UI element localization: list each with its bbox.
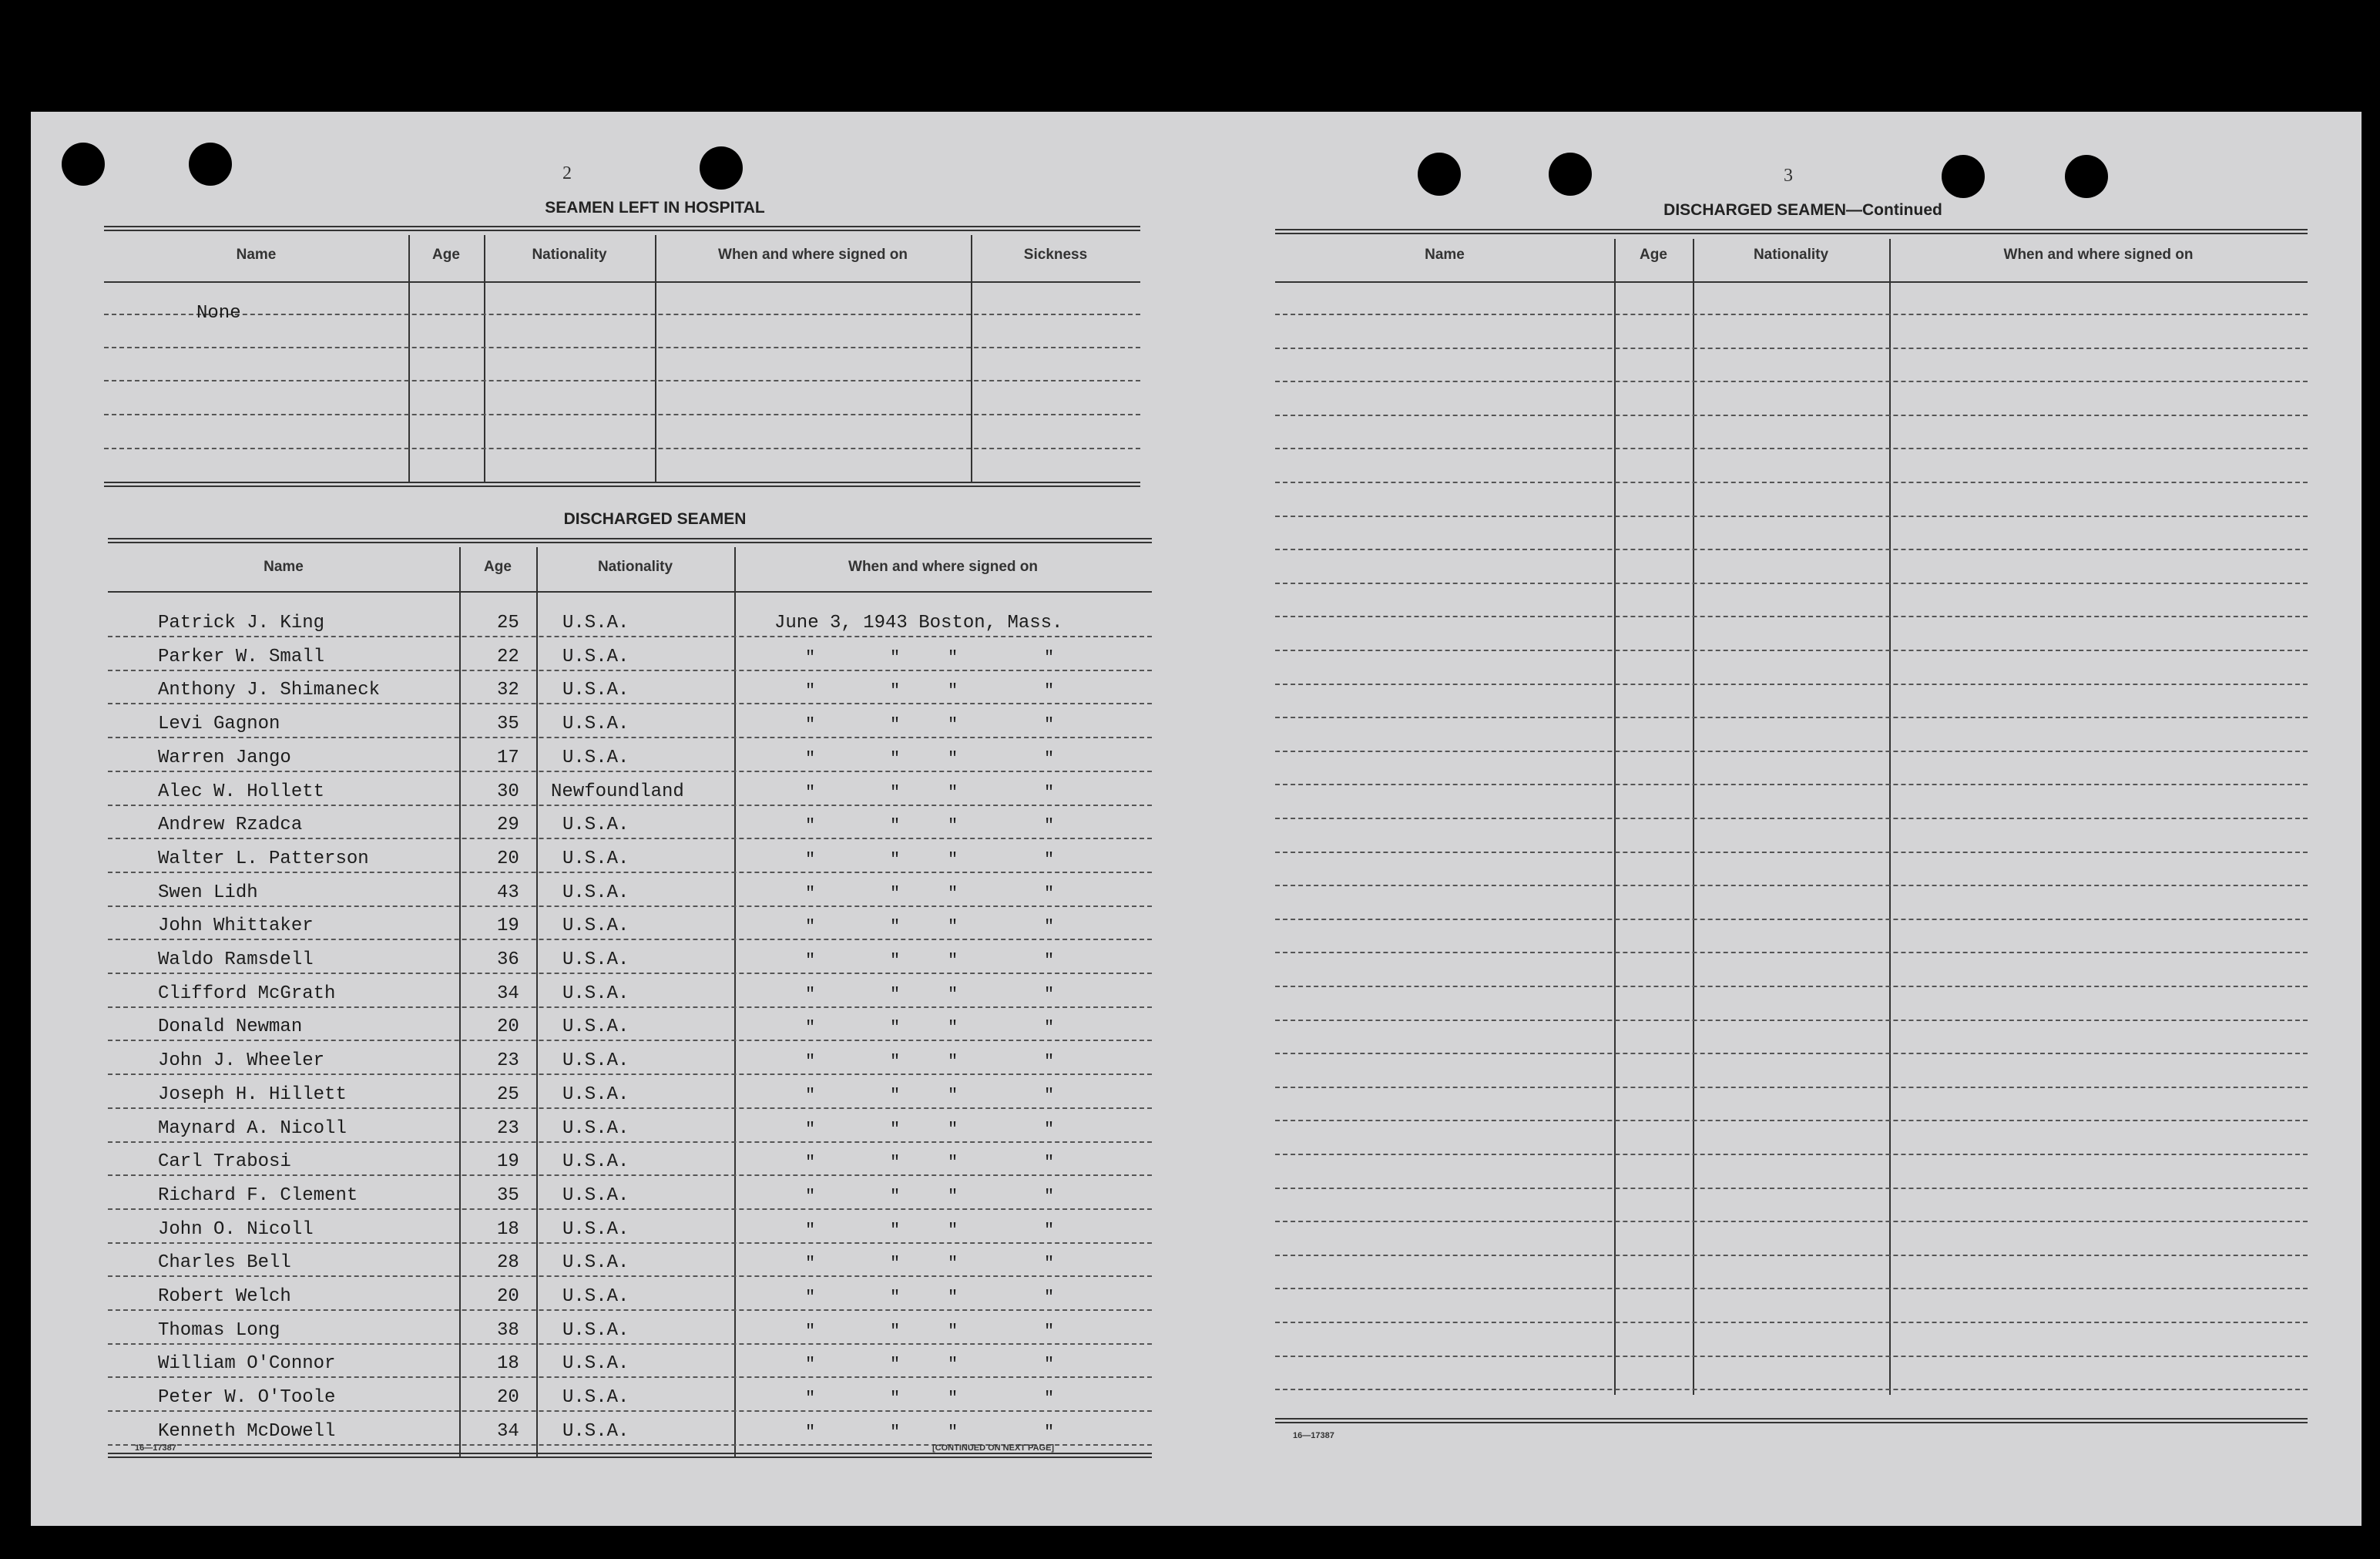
right-row-line — [1275, 1020, 2308, 1021]
ditto-mark: " — [1044, 1254, 1055, 1273]
seaman-nationality: U.S.A. — [562, 1151, 629, 1172]
ditto-mark: " — [805, 681, 816, 701]
seaman-age: 23 — [497, 1050, 519, 1071]
seaman-nationality: U.S.A. — [562, 1387, 629, 1408]
hospital-header-sickness: Sickness — [1023, 247, 1088, 263]
ditto-mark: " — [1044, 1322, 1055, 1341]
discharged-row-line — [108, 1208, 1152, 1210]
hospital-top-rule — [104, 226, 1140, 231]
discharged-row-line — [108, 1242, 1152, 1244]
ditto-mark: " — [805, 985, 816, 1004]
ditto-mark: " — [948, 1221, 958, 1240]
ditto-mark: " — [805, 1389, 816, 1408]
seaman-age: 18 — [497, 1219, 519, 1240]
seaman-name: John O. Nicoll — [158, 1219, 314, 1240]
right-bottom-rule — [1275, 1418, 2308, 1423]
seaman-nationality: U.S.A. — [562, 949, 629, 970]
right-header-rule — [1275, 281, 2308, 283]
ditto-mark: " — [1044, 1221, 1055, 1240]
ditto-mark: " — [1044, 1288, 1055, 1307]
discharged-row-line — [108, 1073, 1152, 1075]
right-row-line — [1275, 650, 2308, 651]
seaman-age: 25 — [497, 1084, 519, 1105]
seaman-age: 38 — [497, 1320, 519, 1341]
hospital-col-divider — [484, 235, 485, 483]
ditto-mark: " — [890, 1423, 901, 1442]
hospital-col-divider — [408, 235, 410, 483]
ditto-mark: " — [1044, 1086, 1055, 1105]
seaman-age: 34 — [497, 983, 519, 1004]
punch-hole-icon — [1549, 153, 1592, 196]
ditto-mark: " — [1044, 850, 1055, 869]
ditto-mark: " — [890, 917, 901, 936]
signed-on-date-place: June 3, 1943 Boston, Mass. — [774, 613, 1063, 633]
seaman-nationality: U.S.A. — [562, 1320, 629, 1341]
seaman-name: Levi Gagnon — [158, 714, 280, 734]
seaman-nationality: U.S.A. — [562, 815, 629, 835]
seaman-nationality: U.S.A. — [562, 1219, 629, 1240]
seaman-age: 19 — [497, 916, 519, 936]
discharged-bottom-rule — [108, 1453, 1152, 1458]
seaman-name: Kenneth McDowell — [158, 1421, 336, 1442]
seaman-nationality: U.S.A. — [562, 848, 629, 869]
seaman-name: Thomas Long — [158, 1320, 280, 1341]
ditto-mark: " — [890, 1153, 901, 1172]
seaman-name: Alec W. Hollett — [158, 781, 325, 802]
form-number-right: 16—17387 — [1293, 1431, 1334, 1440]
right-row-line — [1275, 986, 2308, 987]
ditto-mark: " — [948, 1423, 958, 1442]
ditto-mark: " — [890, 985, 901, 1004]
seaman-age: 22 — [497, 647, 519, 667]
seaman-age: 20 — [497, 848, 519, 869]
discharged-row-line — [108, 1275, 1152, 1277]
ditto-mark: " — [890, 648, 901, 667]
seaman-age: 20 — [497, 1387, 519, 1408]
discharged-row-line — [108, 905, 1152, 907]
discharged-row-line — [108, 771, 1152, 772]
ditto-mark: " — [948, 1355, 958, 1374]
ditto-mark: " — [948, 1153, 958, 1172]
seaman-nationality: U.S.A. — [562, 1050, 629, 1071]
right-row-line — [1275, 818, 2308, 819]
discharged-section-title: DISCHARGED SEAMEN — [563, 510, 747, 528]
ditto-mark: " — [890, 783, 901, 802]
ditto-mark: " — [805, 1018, 816, 1037]
seaman-age: 36 — [497, 949, 519, 970]
discharged-col-divider — [734, 547, 736, 1458]
ditto-mark: " — [890, 715, 901, 734]
discharged-row-line — [108, 1410, 1152, 1412]
ditto-mark: " — [1044, 1389, 1055, 1408]
right-row-line — [1275, 381, 2308, 382]
seaman-nationality: Newfoundland — [551, 781, 684, 802]
discharged-header-age: Age — [484, 559, 512, 575]
ditto-mark: " — [890, 1221, 901, 1240]
right-top-rule — [1275, 229, 2308, 234]
right-row-line — [1275, 415, 2308, 416]
right-row-line — [1275, 1389, 2308, 1390]
hospital-header-nationality: Nationality — [532, 247, 607, 263]
hospital-header-name: Name — [236, 247, 277, 263]
continued-note: [CONTINUED ON NEXT PAGE] — [932, 1443, 1055, 1453]
seaman-name: Walter L. Patterson — [158, 848, 369, 869]
hospital-row-line — [104, 314, 1140, 315]
seaman-name: Swen Lidh — [158, 882, 258, 903]
seaman-nationality: U.S.A. — [562, 714, 629, 734]
ditto-mark: " — [1044, 884, 1055, 903]
form-number-left: 16—17387 — [135, 1443, 176, 1453]
hospital-row-line — [104, 414, 1140, 415]
seaman-name: Carl Trabosi — [158, 1151, 291, 1172]
ditto-mark: " — [1044, 749, 1055, 768]
discharged-top-rule — [108, 538, 1152, 543]
right-row-line — [1275, 885, 2308, 886]
ditto-mark: " — [805, 1254, 816, 1273]
ditto-mark: " — [805, 1153, 816, 1172]
hospital-entry-none: None — [196, 303, 241, 324]
seaman-nationality: U.S.A. — [562, 1421, 629, 1442]
right-row-line — [1275, 1322, 2308, 1323]
discharged-row-line — [108, 1040, 1152, 1041]
right-row-line — [1275, 1221, 2308, 1222]
seaman-nationality: U.S.A. — [562, 882, 629, 903]
ditto-mark: " — [805, 816, 816, 835]
discharged-row-line — [108, 1107, 1152, 1109]
page-number-left: 2 — [562, 163, 572, 183]
ditto-mark: " — [890, 1288, 901, 1307]
punch-hole-icon — [62, 143, 105, 186]
ditto-mark: " — [890, 1322, 901, 1341]
seaman-nationality: U.S.A. — [562, 1016, 629, 1037]
seaman-age: 43 — [497, 882, 519, 903]
right-row-line — [1275, 1255, 2308, 1256]
seaman-name: Waldo Ramsdell — [158, 949, 314, 970]
ditto-mark: " — [1044, 1018, 1055, 1037]
ditto-mark: " — [805, 783, 816, 802]
ditto-mark: " — [948, 850, 958, 869]
right-row-line — [1275, 348, 2308, 349]
discharged-row-line — [108, 939, 1152, 940]
ditto-mark: " — [890, 1254, 901, 1273]
ditto-mark: " — [805, 1221, 816, 1240]
seaman-name: Parker W. Small — [158, 647, 325, 667]
document-sheet — [31, 112, 2362, 1526]
right-row-line — [1275, 1188, 2308, 1189]
ditto-mark: " — [805, 850, 816, 869]
ditto-mark: " — [1044, 1423, 1055, 1442]
seaman-name: Peter W. O'Toole — [158, 1387, 336, 1408]
ditto-mark: " — [948, 1086, 958, 1105]
ditto-mark: " — [1044, 1187, 1055, 1206]
ditto-mark: " — [890, 1018, 901, 1037]
ditto-mark: " — [890, 1052, 901, 1071]
right-row-line — [1275, 1288, 2308, 1289]
seaman-name: Maynard A. Nicoll — [158, 1118, 347, 1139]
ditto-mark: " — [1044, 1120, 1055, 1139]
ditto-mark: " — [805, 1322, 816, 1341]
seaman-age: 34 — [497, 1421, 519, 1442]
discharged-row-line — [108, 1006, 1152, 1008]
discharged-header-name: Name — [264, 559, 304, 575]
discharged-row-line — [108, 636, 1152, 637]
ditto-mark: " — [948, 1389, 958, 1408]
right-row-line — [1275, 583, 2308, 584]
ditto-mark: " — [948, 1254, 958, 1273]
ditto-mark: " — [890, 1187, 901, 1206]
ditto-mark: " — [1044, 917, 1055, 936]
seaman-name: Charles Bell — [158, 1252, 291, 1273]
discharged-row-line — [108, 1174, 1152, 1176]
right-row-line — [1275, 684, 2308, 685]
punch-hole-icon — [1942, 155, 1985, 198]
seaman-age: 20 — [497, 1286, 519, 1307]
seaman-age: 35 — [497, 1185, 519, 1206]
ditto-mark: " — [1044, 1355, 1055, 1374]
hospital-row-line — [104, 448, 1140, 449]
ditto-mark: " — [1044, 648, 1055, 667]
right-row-line — [1275, 1087, 2308, 1088]
discharged-header-rule — [108, 591, 1152, 593]
right-row-line — [1275, 516, 2308, 517]
seaman-nationality: U.S.A. — [562, 983, 629, 1004]
right-row-line — [1275, 1154, 2308, 1155]
right-header-signed-on: When and where signed on — [2003, 247, 2194, 263]
ditto-mark: " — [805, 749, 816, 768]
seaman-age: 32 — [497, 680, 519, 701]
discharged-row-line — [108, 670, 1152, 671]
punch-hole-icon — [2065, 155, 2108, 198]
ditto-mark: " — [948, 816, 958, 835]
discharged-row-line — [108, 805, 1152, 806]
hospital-col-divider — [655, 235, 656, 483]
hospital-bottom-rule — [104, 482, 1140, 487]
right-section-title: DISCHARGED SEAMEN—Continued — [1663, 201, 1942, 219]
seaman-nationality: U.S.A. — [562, 1185, 629, 1206]
ditto-mark: " — [948, 1018, 958, 1037]
ditto-mark: " — [948, 917, 958, 936]
right-row-line — [1275, 616, 2308, 617]
ditto-mark: " — [1044, 1052, 1055, 1071]
ditto-mark: " — [948, 1120, 958, 1139]
punch-hole-icon — [189, 143, 232, 186]
ditto-mark: " — [948, 681, 958, 701]
right-row-line — [1275, 1053, 2308, 1054]
right-row-line — [1275, 717, 2308, 718]
right-row-line — [1275, 448, 2308, 449]
ditto-mark: " — [805, 715, 816, 734]
ditto-mark: " — [805, 1120, 816, 1139]
right-row-line — [1275, 852, 2308, 853]
right-row-line — [1275, 314, 2308, 315]
right-row-line — [1275, 1120, 2308, 1121]
discharged-row-line — [108, 1343, 1152, 1345]
right-header-nationality: Nationality — [1753, 247, 1829, 263]
seaman-name: Andrew Rzadca — [158, 815, 303, 835]
seaman-name: Clifford McGrath — [158, 983, 336, 1004]
punch-hole-icon — [700, 146, 743, 190]
discharged-col-divider — [459, 547, 461, 1458]
discharged-row-line — [108, 1376, 1152, 1378]
ditto-mark: " — [805, 884, 816, 903]
ditto-mark: " — [805, 1052, 816, 1071]
seaman-name: Richard F. Clement — [158, 1185, 358, 1206]
ditto-mark: " — [890, 1389, 901, 1408]
seaman-nationality: U.S.A. — [562, 1252, 629, 1273]
ditto-mark: " — [890, 884, 901, 903]
hospital-header-signed-on: When and where signed on — [718, 247, 908, 263]
ditto-mark: " — [948, 985, 958, 1004]
hospital-row-line — [104, 380, 1140, 381]
discharged-header-signed-on: When and where signed on — [848, 559, 1038, 575]
ditto-mark: " — [948, 884, 958, 903]
right-row-line — [1275, 952, 2308, 953]
right-row-line — [1275, 549, 2308, 550]
ditto-mark: " — [890, 1355, 901, 1374]
ditto-mark: " — [948, 1288, 958, 1307]
seaman-age: 18 — [497, 1353, 519, 1374]
discharged-row-line — [108, 1309, 1152, 1311]
ditto-mark: " — [890, 850, 901, 869]
ditto-mark: " — [805, 648, 816, 667]
ditto-mark: " — [1044, 985, 1055, 1004]
right-row-line — [1275, 784, 2308, 785]
ditto-mark: " — [948, 951, 958, 970]
seaman-age: 30 — [497, 781, 519, 802]
ditto-mark: " — [805, 917, 816, 936]
ditto-mark: " — [805, 1423, 816, 1442]
seaman-age: 17 — [497, 748, 519, 768]
ditto-mark: " — [948, 783, 958, 802]
punch-hole-icon — [1418, 153, 1461, 196]
ditto-mark: " — [948, 1052, 958, 1071]
discharged-row-line — [108, 973, 1152, 974]
ditto-mark: " — [1044, 1153, 1055, 1172]
ditto-mark: " — [890, 1086, 901, 1105]
seaman-name: Patrick J. King — [158, 613, 325, 633]
ditto-mark: " — [890, 681, 901, 701]
hospital-col-divider — [971, 235, 972, 483]
ditto-mark: " — [1044, 681, 1055, 701]
ditto-mark: " — [805, 951, 816, 970]
ditto-mark: " — [1044, 783, 1055, 802]
discharged-row-line — [108, 737, 1152, 738]
seaman-age: 28 — [497, 1252, 519, 1273]
hospital-section-title: SEAMEN LEFT IN HOSPITAL — [545, 199, 765, 217]
seaman-name: Warren Jango — [158, 748, 291, 768]
right-row-line — [1275, 919, 2308, 920]
seaman-age: 25 — [497, 613, 519, 633]
ditto-mark: " — [948, 749, 958, 768]
seaman-nationality: U.S.A. — [562, 748, 629, 768]
seaman-name: Donald Newman — [158, 1016, 303, 1037]
seaman-nationality: U.S.A. — [562, 680, 629, 701]
right-header-age: Age — [1640, 247, 1667, 263]
seaman-age: 35 — [497, 714, 519, 734]
seaman-name: Robert Welch — [158, 1286, 291, 1307]
ditto-mark: " — [890, 749, 901, 768]
seaman-age: 29 — [497, 815, 519, 835]
seaman-nationality: U.S.A. — [562, 916, 629, 936]
seaman-name: John Whittaker — [158, 916, 314, 936]
seaman-nationality: U.S.A. — [562, 1353, 629, 1374]
ditto-mark: " — [805, 1288, 816, 1307]
ditto-mark: " — [890, 951, 901, 970]
seaman-age: 19 — [497, 1151, 519, 1172]
discharged-header-nationality: Nationality — [597, 559, 673, 575]
ditto-mark: " — [805, 1355, 816, 1374]
seaman-name: Anthony J. Shimaneck — [158, 680, 381, 701]
right-row-line — [1275, 482, 2308, 483]
seaman-name: William O'Connor — [158, 1353, 336, 1374]
ditto-mark: " — [1044, 816, 1055, 835]
ditto-mark: " — [805, 1086, 816, 1105]
seaman-age: 23 — [497, 1118, 519, 1139]
discharged-row-line — [108, 1141, 1152, 1143]
discharged-row-line — [108, 872, 1152, 873]
seaman-name: John J. Wheeler — [158, 1050, 325, 1071]
discharged-col-divider — [536, 547, 538, 1458]
ditto-mark: " — [890, 1120, 901, 1139]
seaman-nationality: U.S.A. — [562, 1084, 629, 1105]
ditto-mark: " — [805, 1187, 816, 1206]
right-row-line — [1275, 1356, 2308, 1357]
ditto-mark: " — [890, 816, 901, 835]
seaman-nationality: U.S.A. — [562, 613, 629, 633]
seaman-age: 20 — [497, 1016, 519, 1037]
ditto-mark: " — [948, 1322, 958, 1341]
ditto-mark: " — [948, 648, 958, 667]
discharged-row-line — [108, 838, 1152, 839]
hospital-row-line — [104, 347, 1140, 348]
hospital-header-age: Age — [432, 247, 460, 263]
ditto-mark: " — [1044, 951, 1055, 970]
right-header-name: Name — [1425, 247, 1465, 263]
seaman-nationality: U.S.A. — [562, 1118, 629, 1139]
page-number-right: 3 — [1784, 166, 1793, 186]
ditto-mark: " — [1044, 715, 1055, 734]
discharged-row-line — [108, 703, 1152, 704]
seaman-name: Joseph H. Hillett — [158, 1084, 347, 1105]
seaman-nationality: U.S.A. — [562, 647, 629, 667]
ditto-mark: " — [948, 1187, 958, 1206]
ditto-mark: " — [948, 715, 958, 734]
right-row-line — [1275, 751, 2308, 752]
seaman-nationality: U.S.A. — [562, 1286, 629, 1307]
hospital-header-rule — [104, 281, 1140, 283]
